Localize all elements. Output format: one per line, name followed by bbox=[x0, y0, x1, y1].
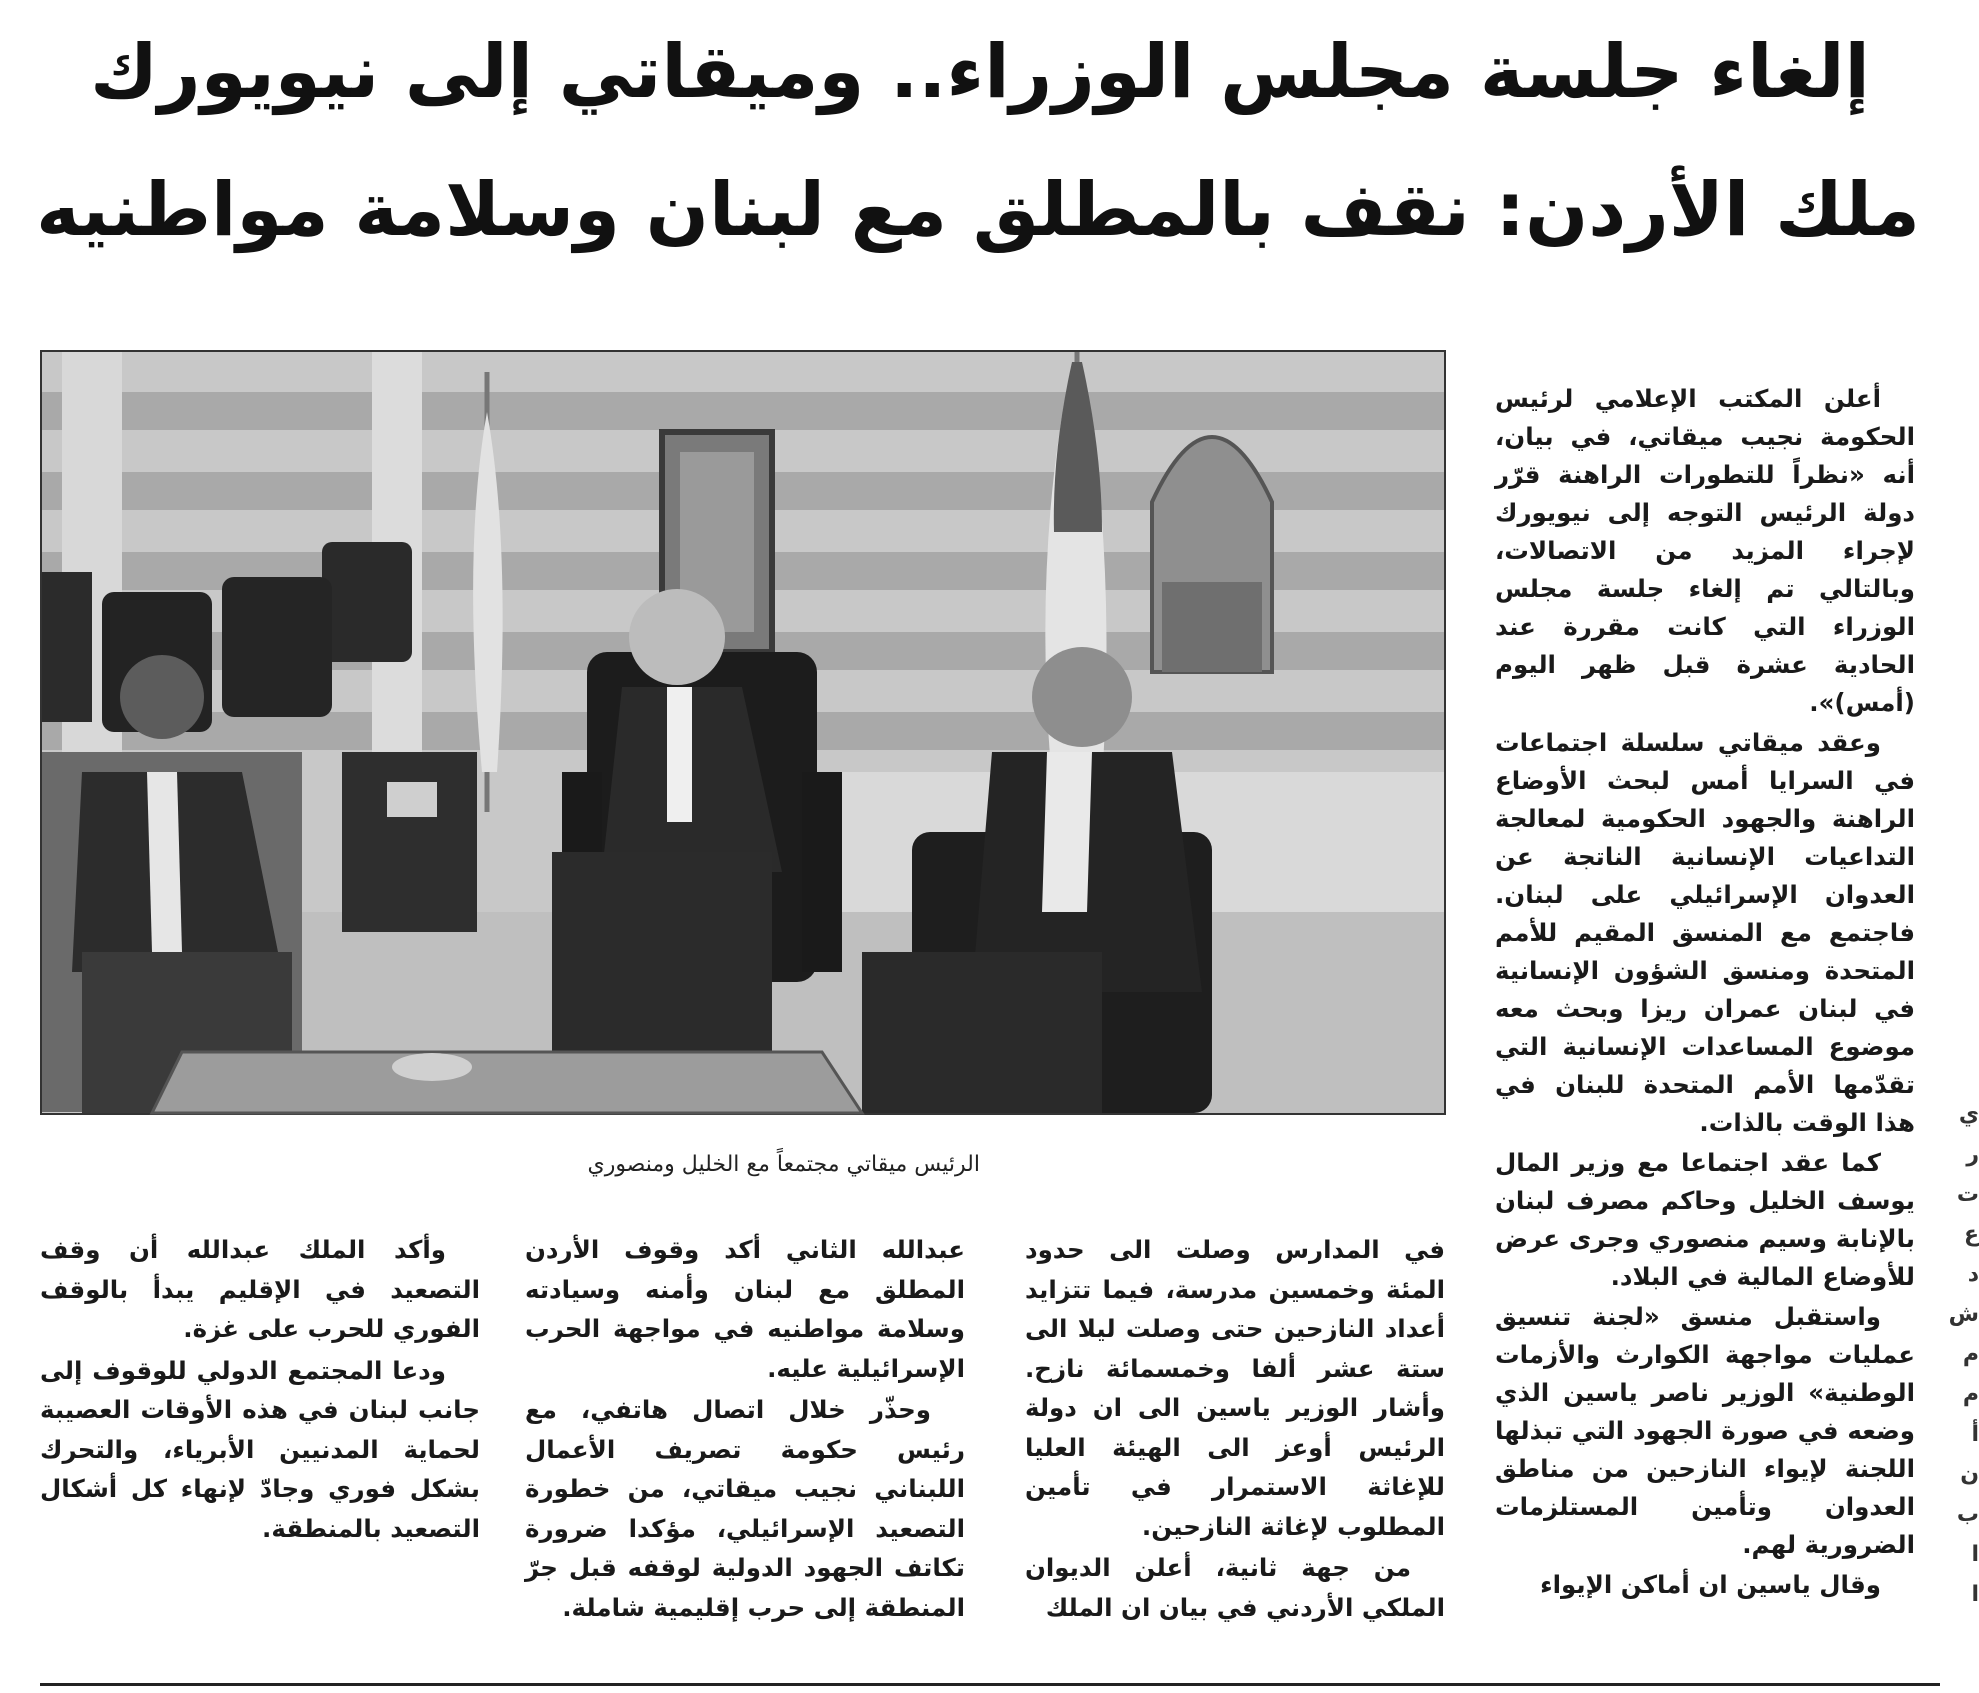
bottom-divider bbox=[40, 1683, 1940, 1686]
photo-caption: الرئيس ميقاتي مجتمعاً مع الخليل ومنصوري bbox=[587, 1152, 980, 1177]
article-column-right bbox=[1495, 380, 1915, 1670]
article-column-bottom-2 bbox=[525, 1230, 965, 1660]
paragraph: وقال ياسين ان أماكن الإيواء bbox=[1540, 1570, 1881, 1599]
paragraph: واستقبل منسق «لجنة تنسيق عمليات مواجهة الكوارث والأزمات الوطنية» الوزير ناصر ياسين الذي وضعه في صورة الجهود التي تبذلها اللجنة لإيواء النازحين من مناطق العدوان وتأمين المستلزمات الضرورية لهم. bbox=[1495, 1302, 1915, 1559]
paragraph: عبدالله الثاني أكد وقوف الأردن المطلق مع لبنان وأمنه وسيادته وسلامة مواطنيه في مواجهة الحرب الإسرائيلية عليه. bbox=[525, 1235, 965, 1383]
article-column-bottom-3 bbox=[40, 1230, 480, 1660]
adjacent-column-edge: ي ر ت ع د ش م م أ ن ب ا ا bbox=[1948, 1102, 1979, 1607]
paragraph: ودعا المجتمع الدولي للوقوف إلى جانب لبنان في هذه الأوقات العصيبة لحماية المدنيين الأبرياء، والتحرك بشكل فوري وجادّ لإنهاء كل أشكال التصعيد بالمنطقة. bbox=[40, 1355, 480, 1543]
paragraph: أعلن المكتب الإعلامي لرئيس الحكومة نجيب ميقاتي، في بيان، أنه «نظراً للتطورات الراهنة قرّر دولة الرئيس التوجه إلى نيويورك لإجراء المزيد من الاتصالات، وبالتالي تم إلغاء جلسة مجلس الوزراء التي كانت مقررة عند الحادية عشرة قبل ظهر اليوم (أمس)». bbox=[1495, 384, 1915, 717]
headline-line-1: إلغاء جلسة مجلس الوزراء.. وميقاتي إلى نيويورك bbox=[90, 29, 1870, 115]
article-photo bbox=[40, 350, 1446, 1115]
paragraph: وعقد ميقاتي سلسلة اجتماعات في السرايا أمس لبحث الأوضاع الراهنة والجهود الحكومية لمعالجة التداعيات الإنسانية الناتجة عن العدوان الإسرائيلي على لبنان. فاجتمع مع المنسق المقيم للأمم المتحدة ومنسق الشؤون الإنسانية في لبنان عمران ريزا وبحث معه موضوع المساعدات الإنسانية التي تقدّمها الأمم المتحدة للبنان في هذا الوقت بالذات. bbox=[1495, 728, 1915, 1137]
paragraph: من جهة ثانية، أعلن الديوان الملكي الأردني في بيان ان الملك bbox=[1025, 1553, 1445, 1622]
paragraph: في المدارس وصلت الى حدود المئة وخمسين مدرسة، فيما تتزايد أعداد النازحين حتى وصلت ليلا الى ستة عشر ألفا وخمسمائة نازح. وأشار الوزير ياسين الى ان دولة الرئيس أوعز الى الهيئة العليا للإغاثة الاستمرار في تأمين المطلوب لإغاثة النازحين. bbox=[1025, 1235, 1445, 1541]
paragraph: وحذّر خلال اتصال هاتفي، مع رئيس حكومة تصريف الأعمال اللبناني نجيب ميقاتي، من خطورة التصعيد الإسرائيلي، مؤكدا ضرورة تكاتف الجهود الدولية لوقفه قبل جرّ المنطقة إلى حرب إقليمية شاملة. bbox=[525, 1395, 965, 1622]
headline-line-2: ملك الأردن: نقف بالمطلق مع لبنان وسلامة مواطنيه bbox=[36, 167, 1920, 253]
article-column-bottom-1 bbox=[1025, 1230, 1445, 1660]
paragraph: وأكد الملك عبدالله أن وقف التصعيد في الإقليم يبدأ بالوقف الفوري للحرب على غزة. bbox=[40, 1235, 480, 1343]
paragraph: كما عقد اجتماعا مع وزير المال يوسف الخليل وحاكم مصرف لبنان بالإنابة وسيم منصوري وجرى عرض للأوضاع المالية في البلاد. bbox=[1495, 1148, 1915, 1291]
